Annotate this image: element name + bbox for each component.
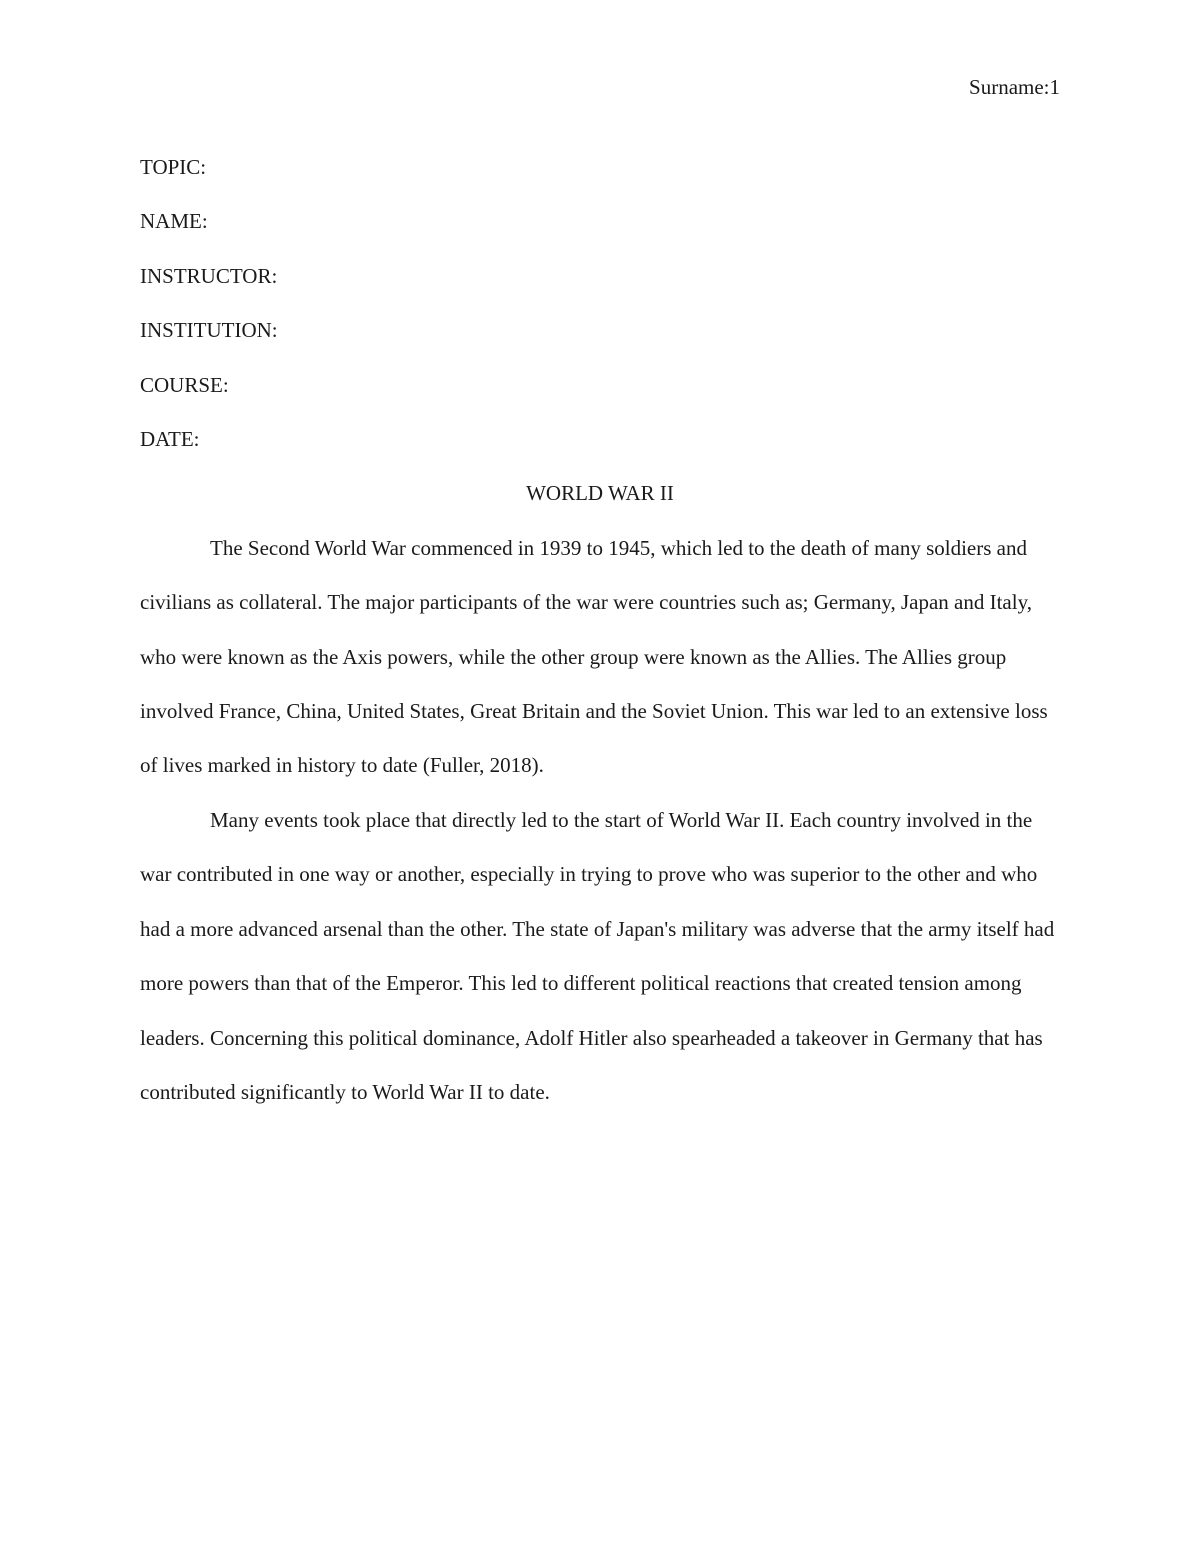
instructor-field: INSTRUCTOR: bbox=[140, 263, 278, 288]
topic-field: TOPIC: bbox=[140, 155, 207, 179]
paragraph-1: The Second World War commenced in 1939 to 1945, which led to the death of many soldiers and civilians as collateral. The major participants of the war were countries such as; Germany, Japan and Italy, who were known as the Axis powers, while the other group were known as the Allies. The Allies group involved France, China, United States, Great Britain and the Soviet Union. This war led to an extensive loss of lives marked in history to date (Fuller, 2018). bbox=[140, 535, 1048, 778]
paragraph-2: Many events took place that directly led to the start of World War II. Each country involved in the war contributed in one way or another, especially in trying to prove who was superior to the other and who had a more advanced arsenal than the other. The state of Japan's military was adverse that the army itself had more powers than that of the Emperor. This led to different political reactions that created tension among leaders. Concerning this political dominance, Adolf Hitler also spearheaded a takeover in Germany that has contributed significantly to World War II to date. bbox=[140, 807, 1055, 1104]
date-field: DATE: bbox=[140, 427, 200, 452]
course-field: COURSE: bbox=[140, 372, 229, 397]
institution-field: INSTITUTION: bbox=[140, 318, 278, 343]
document-body bbox=[140, 140, 1060, 1119]
running-head: Surname:1 bbox=[969, 75, 1060, 99]
document-title: WORLD WAR II bbox=[526, 481, 674, 506]
name-field: NAME: bbox=[140, 209, 208, 234]
